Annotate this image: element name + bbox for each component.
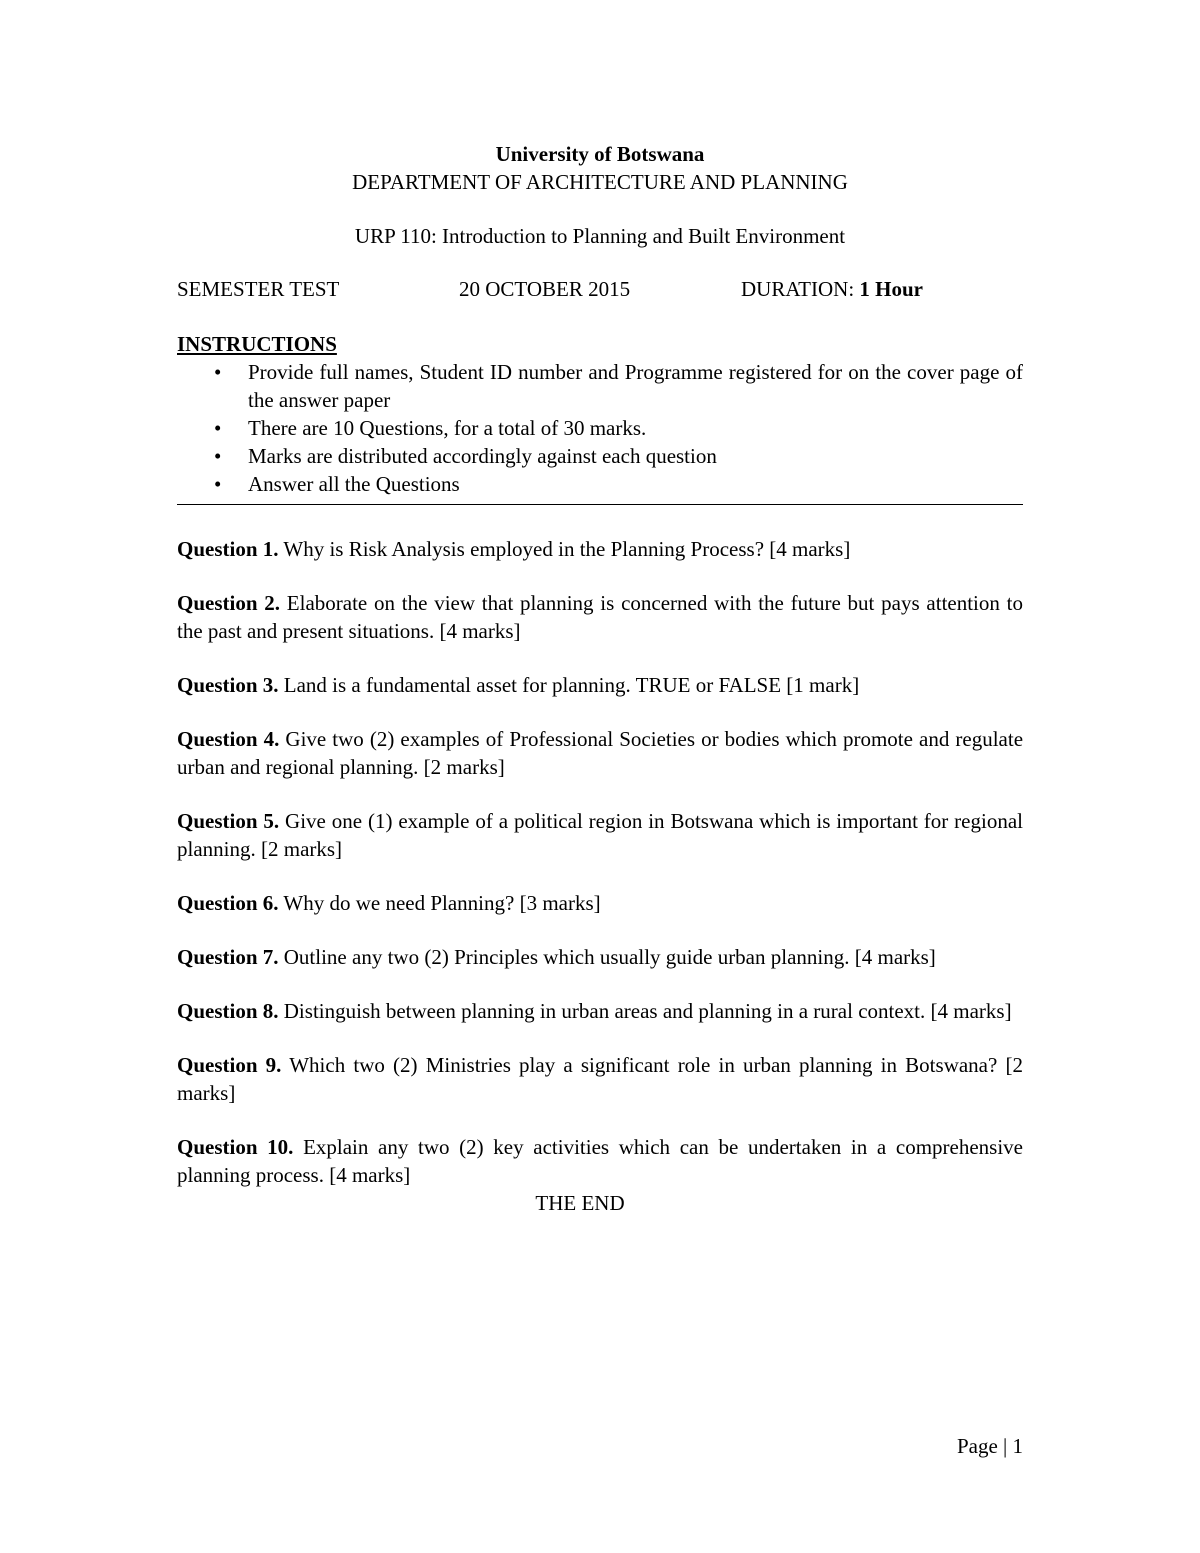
question-label: Question 5.	[177, 809, 280, 833]
question-8	[177, 997, 1023, 1025]
instruction-item	[177, 470, 1023, 498]
test-duration	[741, 275, 923, 303]
university-name: University of Botswana	[495, 142, 705, 166]
question-5	[177, 807, 1023, 863]
question-text: Which two (2) Ministries play a significant role in urban planning in Botswana? [2 marks]	[177, 1053, 1023, 1105]
instruction-item	[177, 442, 1023, 470]
question-text: Land is a fundamental asset for planning. TRUE or FALSE [1 mark]	[278, 673, 860, 697]
test-type: SEMESTER TEST	[177, 277, 340, 301]
test-date: 20 OCTOBER 2015	[459, 277, 631, 301]
instruction-text: Answer all the Questions	[248, 472, 460, 496]
question-10	[177, 1133, 1023, 1189]
question-label: Question 4.	[177, 727, 280, 751]
question-label: Question 9.	[177, 1053, 282, 1077]
page-number: Page | 1	[956, 1434, 1023, 1458]
bullet-icon: •	[214, 444, 222, 468]
question-label: Question 8.	[177, 999, 279, 1023]
department-name: DEPARTMENT OF ARCHITECTURE AND PLANNING	[352, 170, 848, 194]
question-text: Explain any two (2) key activities which can be undertaken in a comprehensive planning process. [4 marks]	[177, 1135, 1023, 1187]
question-text: Give one (1) example of a political region in Botswana which is important for regional planning. [2 marks]	[177, 809, 1023, 861]
instruction-text: There are 10 Questions, for a total of 30 marks.	[248, 416, 647, 440]
question-label: Question 2.	[177, 591, 281, 615]
course-title: URP 110: Introduction to Planning and Built Environment	[354, 224, 846, 248]
instruction-item	[177, 414, 1023, 442]
divider-line	[177, 504, 1023, 505]
exam-paper	[177, 140, 1023, 1217]
duration-label: DURATION:	[741, 277, 860, 301]
instructions-list	[177, 358, 1023, 498]
question-1	[177, 535, 1023, 563]
question-6	[177, 889, 1023, 917]
bullet-icon: •	[214, 472, 222, 496]
question-2	[177, 589, 1023, 645]
duration-value: 1 Hour	[859, 277, 924, 301]
bullet-icon: •	[214, 360, 222, 384]
question-label: Question 1.	[177, 537, 279, 561]
test-info-row	[177, 275, 1023, 303]
question-9	[177, 1051, 1023, 1107]
instruction-text: Marks are distributed accordingly against each question	[248, 444, 717, 468]
question-text: Elaborate on the view that planning is concerned with the future but pays attention to the past and present situations. [4 marks]	[177, 591, 1023, 643]
question-label: Question 7.	[177, 945, 279, 969]
question-label: Question 6.	[177, 891, 279, 915]
instruction-text: Provide full names, Student ID number and Programme registered for on the cover page of the answer paper	[248, 360, 1023, 412]
instructions-heading: INSTRUCTIONS	[177, 332, 337, 356]
closing-text: THE END	[535, 1191, 625, 1215]
question-label: Question 10.	[177, 1135, 294, 1159]
question-3	[177, 671, 1023, 699]
question-4	[177, 725, 1023, 781]
question-text: Why is Risk Analysis employed in the Planning Process? [4 marks]	[278, 537, 851, 561]
question-label: Question 3.	[177, 673, 279, 697]
question-text: Give two (2) examples of Professional Societies or bodies which promote and regulate urban and regional planning. [2 marks]	[177, 727, 1024, 779]
bullet-icon: •	[214, 416, 222, 440]
question-7	[177, 943, 1023, 971]
question-text: Why do we need Planning? [3 marks]	[278, 891, 601, 915]
instruction-item	[177, 358, 1023, 414]
question-text: Distinguish between planning in urban areas and planning in a rural context. [4 marks]	[278, 999, 1012, 1023]
question-text: Outline any two (2) Principles which usually guide urban planning. [4 marks]	[278, 945, 936, 969]
